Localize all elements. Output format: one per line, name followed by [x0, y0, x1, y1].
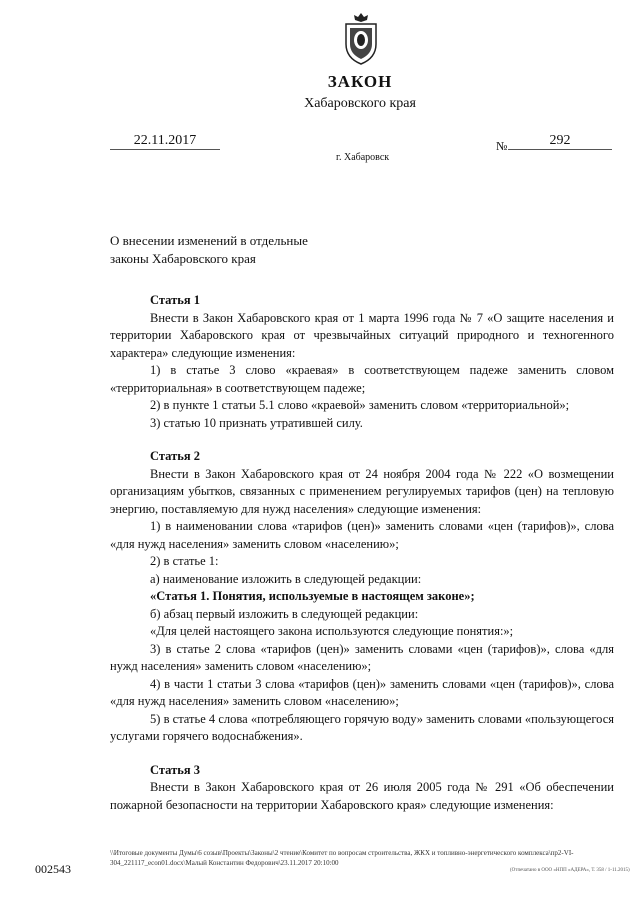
article-2-paragraph: 2) в статье 1:	[150, 554, 219, 568]
article-3-paragraph: Внести в Закон Хабаровского края от 26 июля 2005 года № 291 «Об обеспечении пожарной безопасности на территории Хабаровского края» следующие изменения:	[110, 780, 614, 812]
article-1-paragraph: 2) в пункте 1 статьи 5.1 слово «краевой» заменить словом «территориальной»;	[150, 398, 570, 412]
document-code: 002543	[35, 862, 71, 876]
article-2-paragraph: 5) в статье 4 слова «потребляющего горячую воду» заменить словами «пользующегося услугами горячего водоснабжения».	[110, 711, 614, 743]
subject-line-2: законы Хабаровского края	[110, 251, 256, 266]
article-2-paragraph: а) наименование изложить в следующей редакции:	[150, 571, 422, 586]
law-subject	[110, 232, 370, 268]
number-label: №	[496, 139, 508, 153]
coat-of-arms-icon	[340, 10, 382, 66]
article-2-paragraph: 1) в наименовании слова «тарифов (цен)» заменить словами «цен (тарифов)», слова «для нужд населения» заменить словом «населению»;	[110, 519, 614, 551]
article-1-paragraph: 3) статью 10 признать утратившей силу.	[150, 415, 363, 430]
article-2-paragraph: Внести в Закон Хабаровского края от 24 ноября 2004 года № 222 «О возмещении организациям убытков, связанных с применением регулируемых тарифов (цен) на тепловую энергию, поставляемую для нужд населения» следующие изменения:	[110, 466, 614, 516]
article-1-paragraph: 1) в статье 3 слово «краевая» в соответствующем падеже заменить словом «территориальная» в соответствующем падеже;	[110, 363, 614, 395]
document-date: 22.11.2017	[110, 133, 220, 150]
region-subtitle: Хабаровского края	[304, 96, 416, 111]
document-place: г. Хабаровск	[336, 152, 390, 163]
article-1-title: Статья 1	[150, 293, 200, 307]
article-2-paragraph: «Статья 1. Понятия, используемые в настоящем законе»;	[150, 589, 475, 603]
article-1-paragraph: Внести в Закон Хабаровского края от 1 марта 1996 года № 7 «О защите населения и территории Хабаровского края от чрезвычайных ситуаций природного и техногенного характера» следующие изменения:	[110, 310, 614, 360]
subject-line-1: О внесении изменений в отдельные	[110, 233, 308, 248]
article-3-title: Статья 3	[150, 762, 200, 777]
article-2-title: Статья 2	[150, 449, 200, 463]
article-2-paragraph: 4) в части 1 статьи 3 слова «тарифов (цен)» заменить словами «цен (тарифов)», слова «для нужд населения» заменить словом «населению»;	[110, 676, 614, 708]
document-number: 292	[508, 133, 612, 150]
article-2-paragraph: 3) в статье 2 слова «тарифов (цен)» заменить словами «цен (тарифов)», слова «для нужд населения» заменить словом «населению»;	[110, 641, 614, 673]
article-2-paragraph: «Для целей настоящего закона используются следующие понятия:»;	[150, 624, 514, 638]
article-2-paragraph: б) абзац первый изложить в следующей редакции:	[150, 606, 419, 621]
file-path-footer: \\Итоговые документы Думы\6 созыв\Проекты\Законы\2 чтение\Комитет по вопросам строительства, ЖКХ и топливно-энергетического комплекса\пр2-VI-304_221117_econ01.docx\Малый Константин Федорович\23.11.2017 20:10:00	[110, 849, 574, 867]
print-mark: (Отпечатано в ООО «НПП «АДЕРА», Т. 358 / 1-11.2015)	[510, 868, 630, 873]
document-type-title: ЗАКОН	[327, 72, 393, 91]
law-body	[110, 292, 614, 814]
